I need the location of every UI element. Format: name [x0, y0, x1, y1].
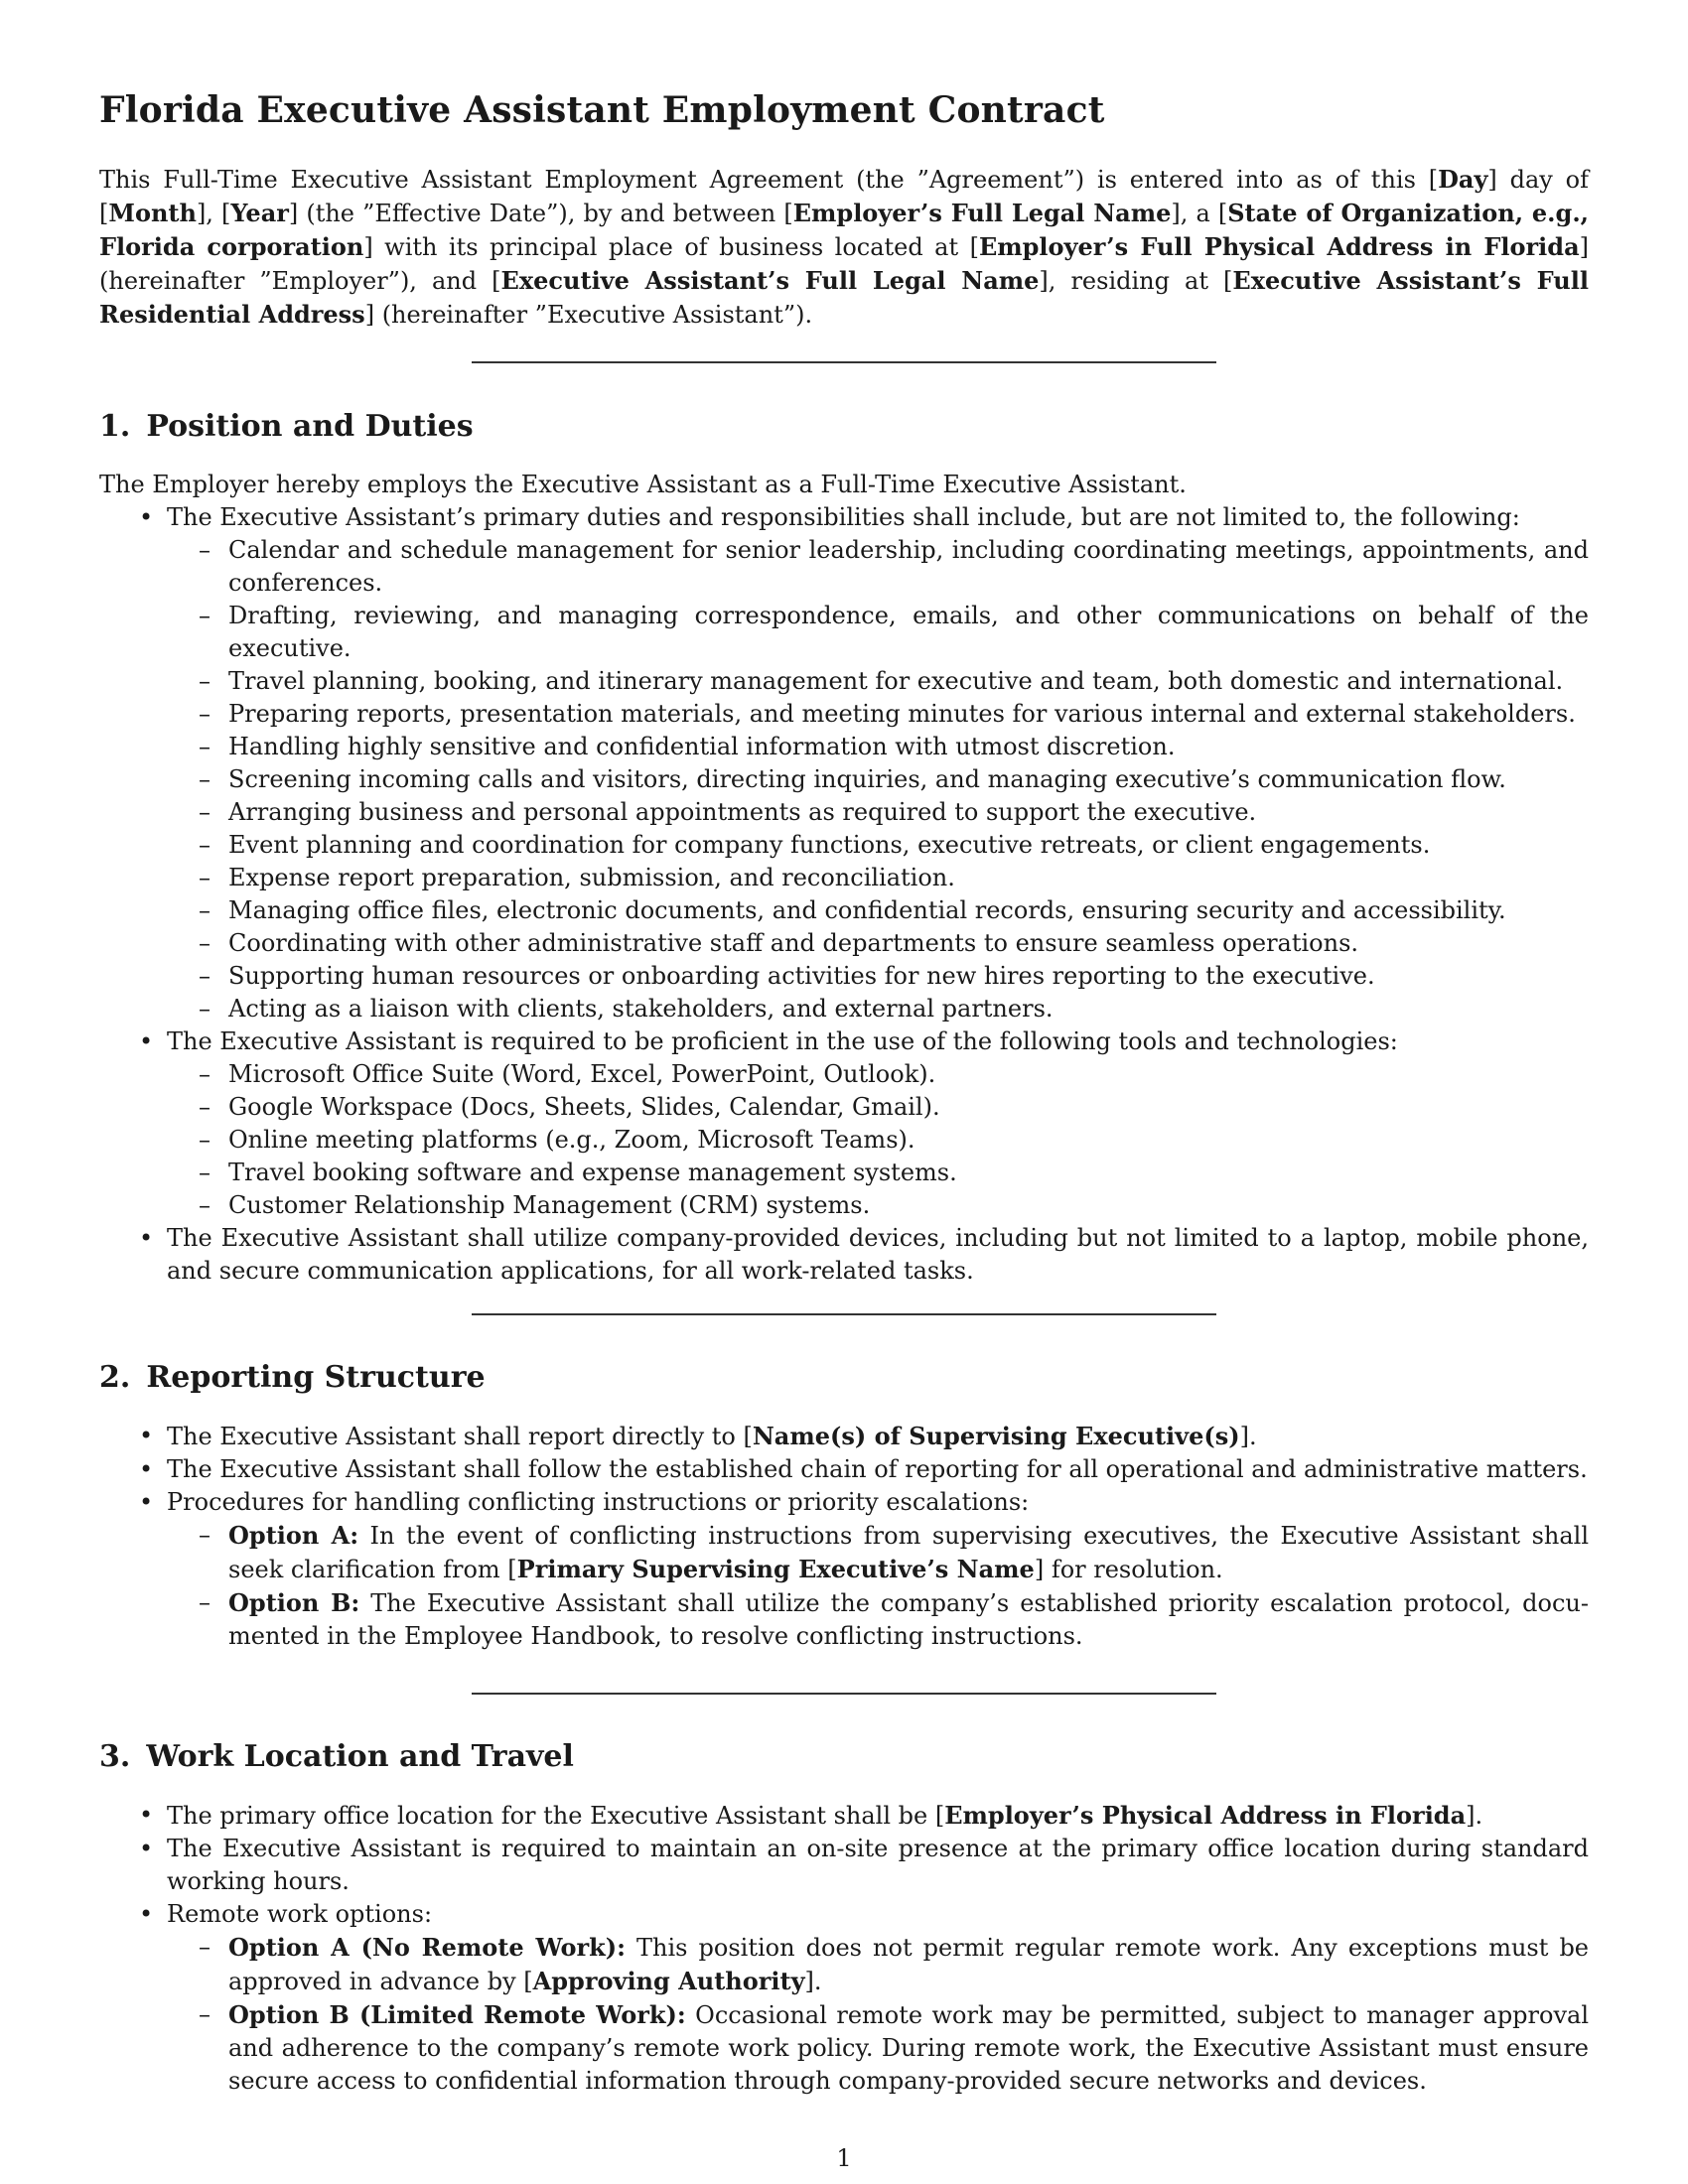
- option-text: This position does not permit regular remote work. Any exceptions must be approved in advance by [: [228, 1934, 1590, 1995]
- duty-item: [167, 894, 1589, 927]
- duty-item: [167, 665, 1589, 698]
- section-3-list: [99, 1799, 1589, 2098]
- list-item-text: The primary office location for the Executive Assistant shall be [: [167, 1802, 945, 1830]
- dash-icon: –: [199, 962, 211, 990]
- list-item-text: Remote work options:: [167, 1900, 433, 1928]
- intro-text: ] day of [: [99, 166, 1590, 227]
- duty-item: [167, 600, 1589, 665]
- duty-text: Acting as a liaison with clients, stakeholders, and external partners.: [228, 995, 1054, 1023]
- tool-text: Customer Relationship Management (CRM) systems.: [228, 1191, 871, 1219]
- section-1-lead: The Employer hereby employs the Executive Assistant as a Full-Time Executive Assistant.: [99, 471, 1187, 498]
- intro-text: ] (hereinafter ”Employer”), and [: [99, 233, 1589, 295]
- duties-list: [167, 534, 1589, 1025]
- duty-item: [167, 731, 1589, 763]
- list-item: [99, 1453, 1589, 1486]
- tool-text: Online meeting platforms (e.g., Zoom, Microsoft Teams).: [228, 1126, 915, 1154]
- tool-item: [167, 1058, 1589, 1091]
- dash-icon: –: [199, 765, 211, 793]
- option-item: [167, 1586, 1589, 1653]
- page-number: 1: [836, 2144, 852, 2172]
- options-list: [167, 1519, 1589, 1653]
- duty-text: Travel planning, booking, and itinerary management for executive and team, both domestic and international.: [228, 667, 1564, 695]
- section-number: 2.: [99, 1360, 131, 1395]
- section-1-list: [99, 501, 1589, 1288]
- duty-text: Expense report preparation, submission, and reconciliation.: [228, 864, 955, 891]
- tool-item: [167, 1091, 1589, 1124]
- tool-text: Travel booking software and expense management systems.: [228, 1159, 957, 1186]
- duty-text: Coordinating with other administrative staff and departments to ensure seamless operations.: [228, 929, 1359, 957]
- dash-icon: –: [199, 733, 211, 760]
- section-divider: [472, 1693, 1216, 1695]
- list-item-text: Procedures for handling conflicting instructions or priority escalations:: [167, 1488, 1030, 1516]
- list-item: [99, 1420, 1589, 1453]
- section-divider: [472, 1313, 1216, 1315]
- section-divider: [472, 361, 1216, 363]
- option-label: Option B (Limited Remote Work):: [228, 2000, 686, 2029]
- duty-text: Screening incoming calls and visitors, directing inquiries, and managing executive’s communication flow.: [228, 765, 1506, 793]
- section-number: 3.: [99, 1739, 131, 1774]
- dash-icon: –: [199, 2000, 211, 2028]
- duty-item: [167, 862, 1589, 894]
- list-item: [99, 501, 1589, 1025]
- dash-icon: –: [199, 1159, 211, 1186]
- dash-icon: –: [199, 700, 211, 728]
- option-text: Occasional remote work may be permitted, subject to manager approval and adherence to the company’s remote work policy. During remote work, the Executive Assistant must ensure secure access to confidential information through company-provided secure networks and devices.: [228, 2001, 1590, 2095]
- intro-paragraph: [99, 163, 1589, 332]
- tool-item: [167, 1157, 1589, 1189]
- placeholder-employer-physical-address: Employer’s Physical Address in Florida: [944, 1801, 1467, 1830]
- option-label: Option B:: [228, 1588, 360, 1617]
- section-title: Position and Duties: [146, 409, 474, 444]
- duty-text: Supporting human resources or onboarding activities for new hires reporting to the executive.: [228, 962, 1375, 990]
- dash-icon: –: [199, 1933, 211, 1961]
- duty-text: Drafting, reviewing, and managing correspondence, emails, and other communications on behalf of the executive.: [228, 602, 1589, 662]
- dash-icon: –: [199, 602, 211, 629]
- placeholder-approving-authority: Approving Authority: [532, 1967, 805, 1995]
- dash-icon: –: [199, 667, 211, 695]
- document-title: Florida Executive Assistant Employment Contract: [99, 89, 1105, 131]
- placeholder-assistant-name: Executive Assistant’s Full Legal Name: [500, 266, 1040, 295]
- option-text: In the event of conflicting instructions from supervising executives, the Executive Assistant shall seek clarification from [: [228, 1522, 1590, 1583]
- option-text: The Executive Assistant shall utilize the company’s established priority escalation protocol, documented in the Employee Handbook, to resolve conflicting instructions.: [228, 1589, 1589, 1650]
- duty-text: Preparing reports, presentation materials, and meeting minutes for various internal and external stakeholders.: [228, 700, 1576, 728]
- duty-item: [167, 796, 1589, 829]
- dash-icon: –: [199, 1126, 211, 1154]
- intro-text: ], a [: [1171, 200, 1228, 227]
- list-item-text: The Executive Assistant shall follow the established chain of reporting for all operational and administrative matters.: [167, 1455, 1588, 1483]
- list-item: [99, 1025, 1589, 1222]
- section-title: Reporting Structure: [146, 1360, 486, 1395]
- intro-text: ] with its principal place of business located at [: [363, 233, 979, 261]
- dash-icon: –: [199, 995, 211, 1023]
- intro-text: This Full-Time Executive Assistant Employment Agreement (the ”Agreement”) is entered into as of this [: [99, 166, 1439, 194]
- option-text: ] for resolution.: [1034, 1556, 1223, 1583]
- bullet-icon: •: [139, 1422, 154, 1449]
- dash-icon: –: [199, 1588, 211, 1616]
- section-2-list: [99, 1420, 1589, 1653]
- placeholder-year: Year: [230, 199, 289, 227]
- duty-item: [167, 993, 1589, 1025]
- dash-icon: –: [199, 831, 211, 859]
- bullet-icon: •: [139, 1027, 154, 1055]
- section-title: Work Location and Travel: [146, 1739, 574, 1774]
- duty-text: Managing office files, electronic documents, and confidential records, ensuring security and accessibility.: [228, 896, 1506, 924]
- tool-text: Microsoft Office Suite (Word, Excel, PowerPoint, Outlook).: [228, 1060, 936, 1088]
- option-item: [167, 1931, 1589, 1998]
- options-list: [167, 1931, 1589, 2098]
- list-item: [99, 1222, 1589, 1288]
- duty-item: [167, 960, 1589, 993]
- list-item-text: The Executive Assistant is required to maintain an on-site presence at the primary office location during standard working hours.: [167, 1835, 1589, 1895]
- duty-item: [167, 698, 1589, 731]
- duty-item: [167, 927, 1589, 960]
- bullet-icon: •: [139, 1900, 154, 1928]
- placeholder-day: Day: [1438, 165, 1488, 194]
- dash-icon: –: [199, 1093, 211, 1121]
- dash-icon: –: [199, 1521, 211, 1549]
- option-label: Option A:: [228, 1521, 359, 1550]
- duty-text: Calendar and schedule management for senior leadership, including coordinating meetings, appointments, and conferences.: [228, 536, 1589, 597]
- list-item: [99, 1486, 1589, 1653]
- bullet-icon: •: [139, 1488, 154, 1516]
- bullet-icon: •: [139, 1455, 154, 1483]
- tools-list: [167, 1058, 1589, 1222]
- duty-item: [167, 763, 1589, 796]
- list-item: [99, 1799, 1589, 1833]
- tool-item: [167, 1124, 1589, 1157]
- list-item-text: The Executive Assistant shall report directly to [: [167, 1423, 753, 1450]
- duty-item: [167, 829, 1589, 862]
- duty-text: Event planning and coordination for company functions, executive retreats, or client engagements.: [228, 831, 1431, 859]
- list-item-text: The Executive Assistant is required to be proficient in the use of the following tools and technologies:: [167, 1027, 1398, 1055]
- dash-icon: –: [199, 1060, 211, 1088]
- tool-text: Google Workspace (Docs, Sheets, Slides, Calendar, Gmail).: [228, 1093, 940, 1121]
- list-item-text: ].: [1239, 1423, 1257, 1450]
- duty-text: Arranging business and personal appointments as required to support the executive.: [228, 798, 1257, 826]
- duty-text: Handling highly sensitive and confidential information with utmost discretion.: [228, 733, 1176, 760]
- dash-icon: –: [199, 896, 211, 924]
- dash-icon: –: [199, 1191, 211, 1219]
- list-item: [99, 1833, 1589, 1898]
- duty-item: [167, 534, 1589, 600]
- intro-text: ] (hereinafter ”Executive Assistant”).: [364, 301, 813, 329]
- section-2-heading: [99, 1360, 486, 1395]
- dash-icon: –: [199, 864, 211, 891]
- intro-text: ], residing at [: [1039, 267, 1233, 295]
- option-text: ].: [804, 1968, 822, 1995]
- placeholder-month: Month: [108, 199, 197, 227]
- placeholder-employer-name: Employer’s Full Legal Name: [792, 199, 1172, 227]
- section-number: 1.: [99, 409, 131, 444]
- list-item-text: The Executive Assistant’s primary duties and responsibilities shall include, but are not limited to, the following:: [167, 503, 1520, 531]
- intro-text: ], [: [196, 200, 231, 227]
- bullet-icon: •: [139, 1224, 154, 1252]
- dash-icon: –: [199, 536, 211, 564]
- option-item: [167, 1519, 1589, 1586]
- list-item-text: ].: [1466, 1802, 1483, 1830]
- tool-item: [167, 1189, 1589, 1222]
- list-item: [99, 1898, 1589, 2098]
- placeholder-employer-address: Employer’s Full Physical Address in Florida: [978, 232, 1580, 261]
- section-3-body: [99, 1799, 1589, 2098]
- dash-icon: –: [199, 798, 211, 826]
- section-1-body: [99, 469, 1589, 1288]
- placeholder-state-of-organization: State of Organization, e.g., Florida corporation: [99, 199, 1590, 261]
- bullet-icon: •: [139, 1801, 154, 1829]
- section-3-heading: [99, 1739, 574, 1774]
- list-item-text: The Executive Assistant shall utilize company-provided devices, including but not limited to a laptop, mobile phone, and secure communication applications, for all work-related tasks.: [167, 1224, 1589, 1285]
- section-1-heading: [99, 409, 474, 444]
- placeholder-assistant-address: Executive Assistant’s Full Residential Address: [99, 266, 1589, 329]
- dash-icon: –: [199, 929, 211, 957]
- bullet-icon: •: [139, 1835, 154, 1862]
- section-2-body: [99, 1420, 1589, 1653]
- intro-text: ] (the ”Effective Date”), by and between [: [288, 200, 793, 227]
- placeholder-primary-executive: Primary Supervising Executive’s Name: [516, 1555, 1035, 1583]
- option-item: [167, 1998, 1589, 2098]
- bullet-icon: •: [139, 503, 154, 531]
- placeholder-supervising-executives: Name(s) of Supervising Executive(s): [752, 1422, 1240, 1450]
- option-label: Option A (No Remote Work):: [228, 1933, 626, 1962]
